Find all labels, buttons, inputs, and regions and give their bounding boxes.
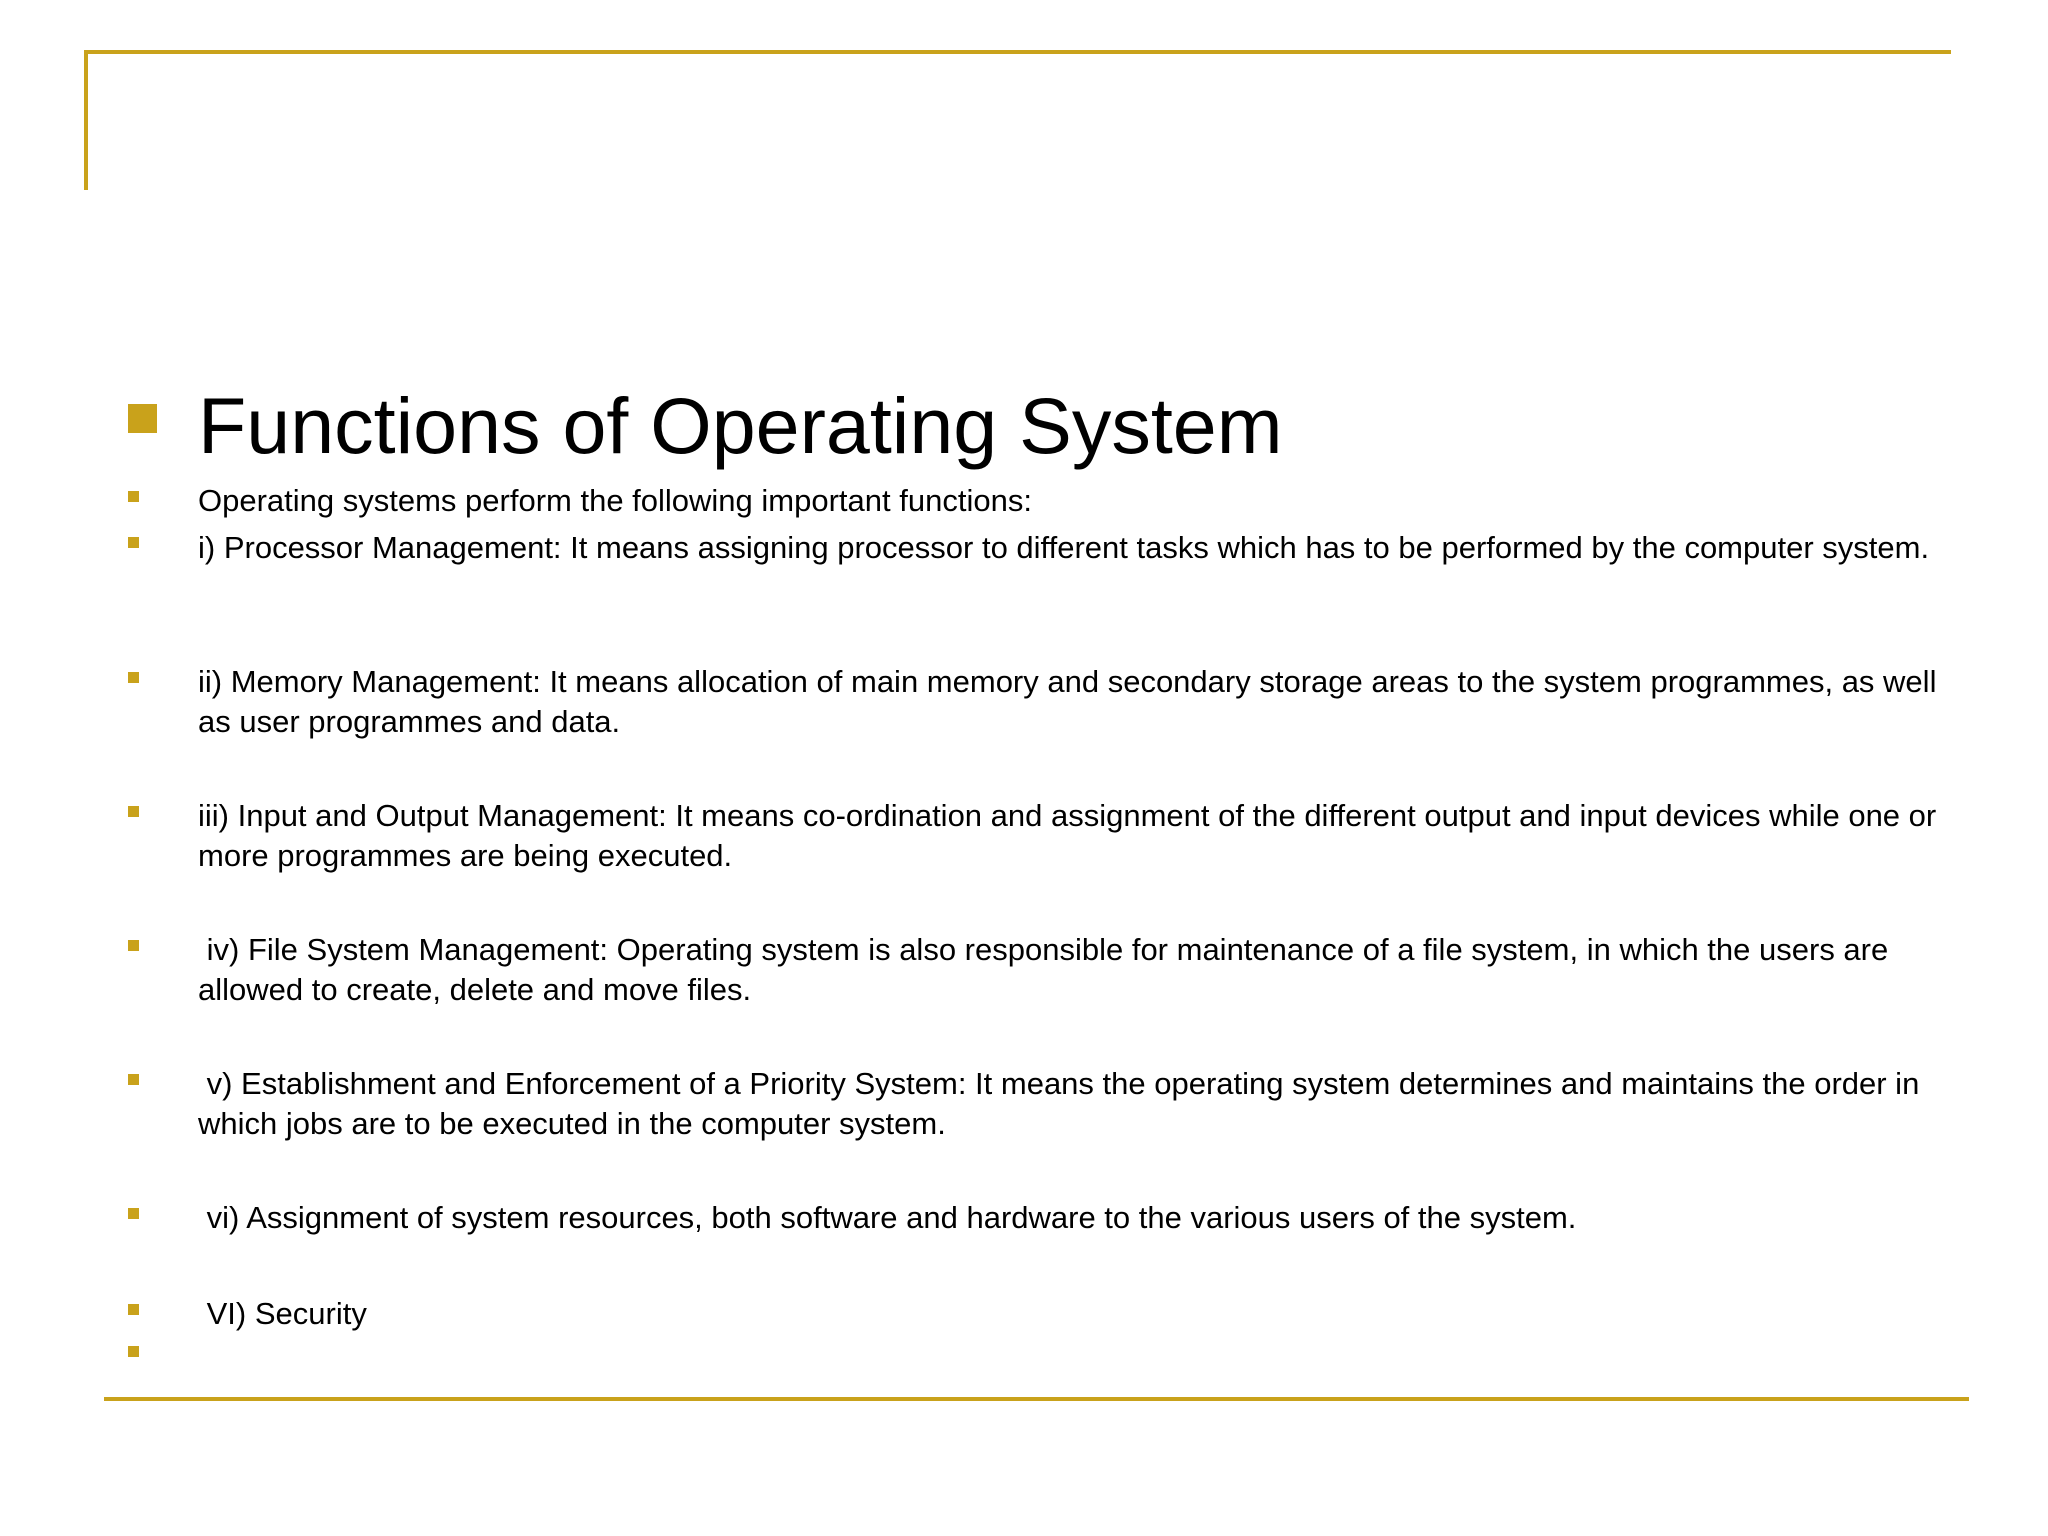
bullet-icon xyxy=(128,1346,139,1357)
bullet-text-io-management: iii) Input and Output Management: It means co-ordination and assignment of the different output and input devices while one or more programmes are being executed. xyxy=(198,798,1945,873)
bullet-icon xyxy=(128,537,139,548)
bullet-icon xyxy=(128,1304,139,1315)
bullet-icon xyxy=(128,491,139,502)
bullet-text-processor-management: i) Processor Management: It means assigning processor to different tasks which has to be performed by the computer system. xyxy=(198,530,1930,565)
bullet-text-security: VI) Security xyxy=(198,1296,367,1331)
bullet-icon xyxy=(128,1208,139,1219)
bullet-text-intro: Operating systems perform the following important functions: xyxy=(198,483,1032,518)
bottom-border-line xyxy=(104,1397,1969,1401)
title-bullet-icon xyxy=(128,404,157,433)
bullet-text-system-resources: vi) Assignment of system resources, both software and hardware to the various users of the system. xyxy=(198,1200,1577,1235)
top-border-line xyxy=(84,50,1951,54)
bullet-text-file-system-management: iv) File System Management: Operating system is also responsible for maintenance of a file system, in which the users are allowed to create, delete and move files. xyxy=(198,932,1897,1007)
bullet-icon xyxy=(128,940,139,951)
bullet-text-memory-management: ii) Memory Management: It means allocation of main memory and secondary storage areas to the system programmes, as well as user programmes and data. xyxy=(198,664,1946,739)
slide-title: Functions of Operating System xyxy=(198,381,1283,470)
left-border-line xyxy=(84,50,88,190)
bullet-icon xyxy=(128,806,139,817)
bullet-text-priority-system: v) Establishment and Enforcement of a Priority System: It means the operating system determines and maintains the order in which jobs are to be executed in the computer system. xyxy=(198,1066,1928,1141)
bullet-icon xyxy=(128,672,139,683)
bullet-icon xyxy=(128,1074,139,1085)
